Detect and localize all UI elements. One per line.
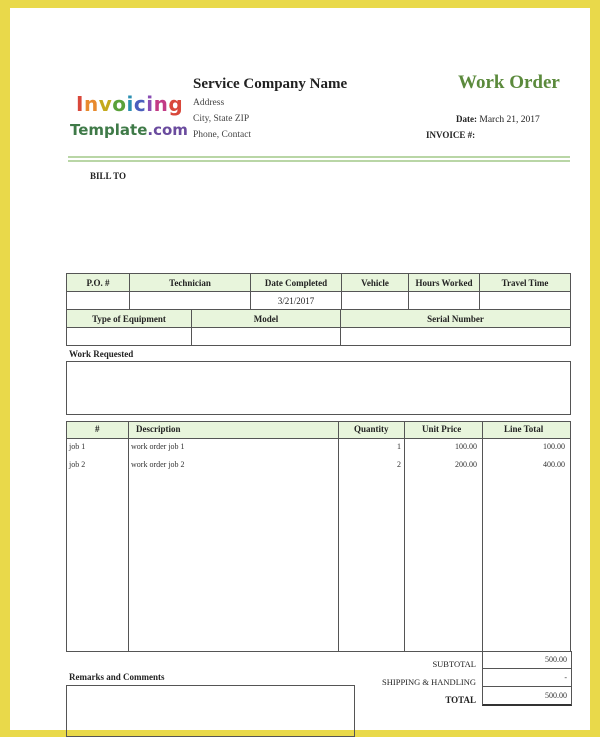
header-po: P.O. #: [67, 274, 130, 292]
bill-to-label: BILL TO: [90, 171, 126, 181]
shipping-label: SHIPPING & HANDLING: [382, 677, 476, 687]
date-completed-value[interactable]: 3/21/2017: [251, 292, 342, 310]
doc-title: Work Order: [458, 72, 560, 93]
table-row: [67, 310, 571, 328]
items-header-quantity: Quantity: [354, 424, 389, 434]
remarks-label: Remarks and Comments: [69, 672, 165, 682]
work-requested-box[interactable]: [66, 361, 571, 415]
invoice-label: INVOICE #:: [426, 130, 476, 140]
logo-text-invoicing: [76, 92, 183, 116]
subtotal-box: [482, 651, 572, 669]
company-phone: Phone, Contact: [193, 130, 252, 140]
items-header-unit-price: Unit Price: [422, 424, 462, 434]
logo-part-1: Template: [70, 121, 148, 139]
work-order-page: [10, 8, 590, 730]
subtotal-value: 500.00: [545, 655, 567, 664]
item-2-description: work order job 2: [131, 460, 185, 469]
header-hours-worked: Hours Worked: [409, 274, 480, 292]
travel-time-value[interactable]: [480, 292, 571, 310]
column-divider: [338, 421, 339, 651]
header-date-completed: Date Completed: [251, 274, 342, 292]
item-1-quantity: 1: [397, 442, 401, 451]
logo-letter-3: v: [98, 92, 113, 116]
item-1-line-total: 100.00: [543, 442, 565, 451]
date-value: March 21, 2017: [479, 115, 540, 125]
serial-number-value[interactable]: [341, 328, 571, 346]
header-type-of-equipment: Type of Equipment: [67, 310, 192, 328]
divider-line: [68, 156, 570, 158]
item-1-unit-price: 100.00: [455, 442, 477, 451]
hours-worked-value[interactable]: [409, 292, 480, 310]
po-value[interactable]: [67, 292, 130, 310]
company-city: City, State ZIP: [193, 114, 250, 124]
items-header-description: Description: [136, 424, 181, 434]
total-label: TOTAL: [445, 695, 476, 705]
divider-line: [68, 160, 570, 162]
vehicle-value[interactable]: [342, 292, 409, 310]
logo-letter-9: g: [168, 92, 184, 116]
logo-letter-6: c: [133, 92, 147, 116]
total-value: 500.00: [545, 691, 567, 700]
item-1-description: work order job 1: [131, 442, 185, 451]
items-table: [66, 421, 571, 652]
column-divider: [404, 421, 405, 651]
table-row: [67, 328, 571, 346]
logo-letter-4: o: [112, 92, 127, 116]
technician-value[interactable]: [130, 292, 251, 310]
equipment-type-value[interactable]: [67, 328, 192, 346]
subtotal-label: SUBTOTAL: [432, 659, 476, 669]
logo-letter-1: I: [76, 92, 84, 116]
logo-letter-5: i: [126, 92, 134, 116]
header-technician: Technician: [130, 274, 251, 292]
company-address: Address: [193, 98, 225, 108]
item-2-unit-price: 200.00: [455, 460, 477, 469]
job-info-table: [66, 273, 571, 310]
header-vehicle: Vehicle: [342, 274, 409, 292]
header-model: Model: [192, 310, 341, 328]
logo-part-2: .com: [147, 121, 188, 139]
items-header-line-total: Line Total: [504, 424, 544, 434]
date-label: Date:: [456, 114, 477, 124]
remarks-box[interactable]: [66, 685, 355, 737]
item-1-num: job 1: [69, 442, 86, 451]
equipment-table: [66, 309, 571, 346]
logo-text-template: [70, 121, 188, 139]
work-requested-label: Work Requested: [69, 349, 134, 359]
header-serial-number: Serial Number: [341, 310, 571, 328]
date-row: [456, 114, 540, 125]
shipping-value: -: [564, 673, 567, 682]
table-row: [67, 292, 571, 310]
table-row: [67, 274, 571, 292]
header-travel-time: Travel Time: [480, 274, 571, 292]
logo-letter-7: i: [146, 92, 154, 116]
model-value[interactable]: [192, 328, 341, 346]
logo-letter-8: n: [153, 92, 169, 116]
column-divider: [482, 421, 483, 651]
logo-letter-2: n: [83, 92, 99, 116]
column-divider: [128, 421, 129, 651]
item-2-num: job 2: [69, 460, 86, 469]
item-2-quantity: 2: [397, 460, 401, 469]
company-name: Service Company Name: [193, 76, 348, 92]
items-header-num: #: [95, 424, 100, 434]
total-box: [482, 687, 572, 706]
shipping-box[interactable]: [482, 669, 572, 687]
item-2-line-total: 400.00: [543, 460, 565, 469]
